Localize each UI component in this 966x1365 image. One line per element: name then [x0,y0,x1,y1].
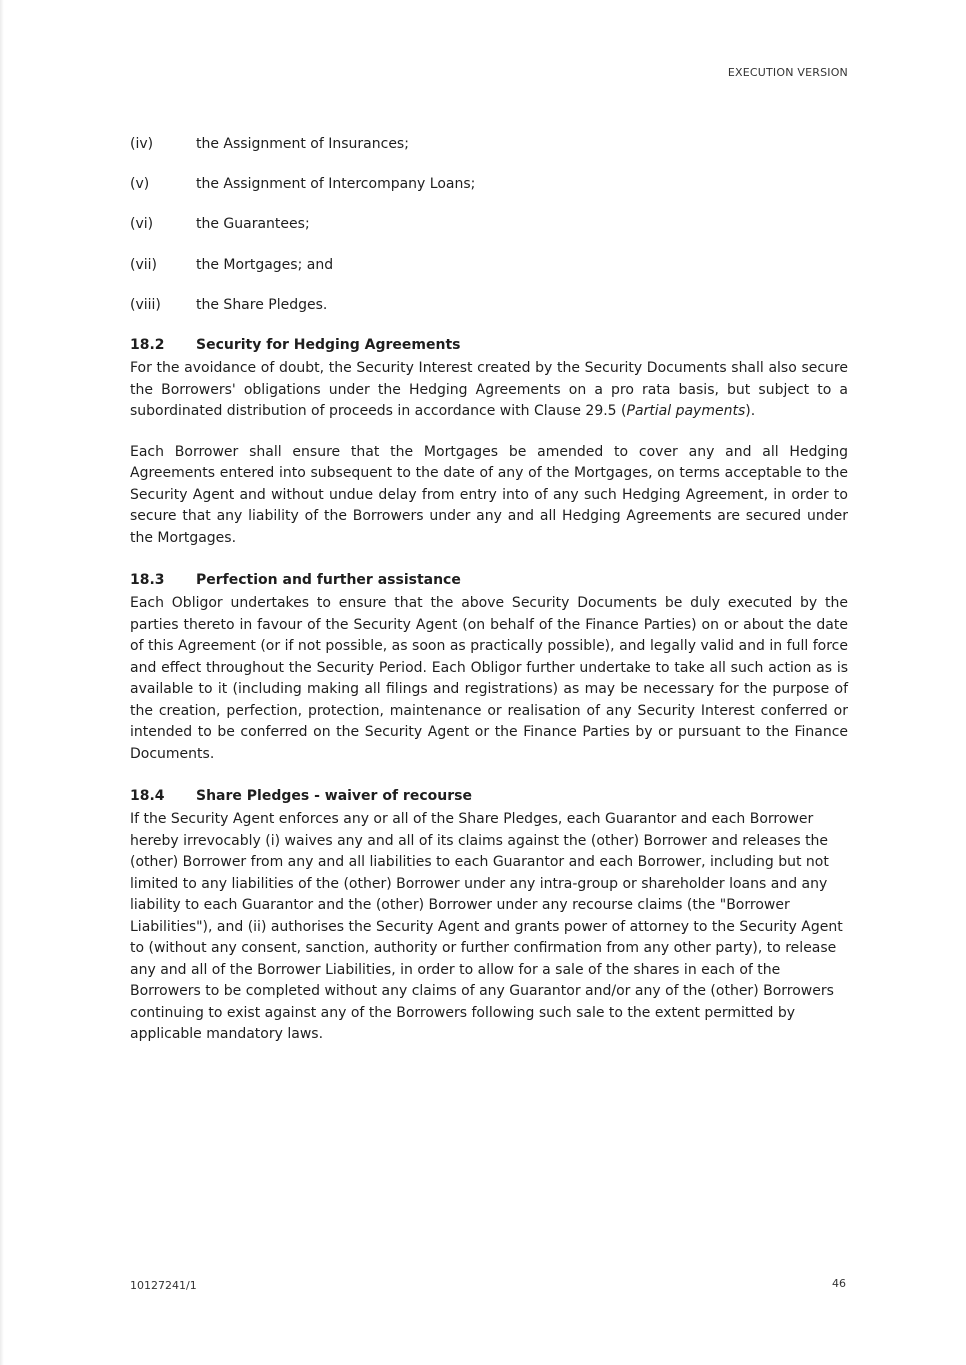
page-edge-shadow [0,0,4,1365]
section-title: Perfection and further assistance [196,572,461,588]
paragraph: Each Borrower shall ensure that the Mortgages be amended to cover any and all Hedging Agreements entered into subsequent to the date of any of the Mortgages, on terms acceptable to the Security Agent and without undue delay from entry into of any such Hedging Agreement, in order to secure that any liability of the Borrowers under any and all Hedging Agreements are secured under the Mortgages. [130,443,848,546]
list-item-text: the Assignment of Insurances; [196,136,409,152]
section-heading [130,570,848,590]
list-item-text: the Mortgages; and [196,256,334,273]
section-heading [130,335,848,355]
list-item [130,174,850,214]
section-number: 18.3 [130,572,165,588]
document-reference: 10127241/1 [130,1279,197,1292]
list-item-number: (iv) [130,136,154,152]
paragraph: If the Security Agent enforces any or all of the Share Pledges, each Guarantor and each Borrower hereby irrevocably (i) waives any and all of its claims against the (other) Borrower and releases the (other) Borrower from any and all liabilities to each Guarantor and each Borrower, including but not limited to any liabilities of the (other) Borrower under any intra-group or shareholder loans and any liability to each Guarantor and the (other) Borrower under any recourse claims (the "Borrower Liabilities"), and (ii) authorises the Security Agent and grants power of attorney to the Security Agent to (without any consent, sanction, authority or further confirmation from any other party), to release any and all of the Borrower Liabilities, in order to allow for a sale of the shares in each of the Borrowers to be completed without any claims of any Guarantor and/or any of the (other) Borrowers continuing to exist against any of the Borrowers following such sale to the extent permitted by applicable mandatory laws. [130,811,843,1042]
list-item [130,255,850,295]
paragraph: Each Obligor undertakes to ensure that the above Security Documents be duly executed by the parties thereto in favour of the Security Agent (on behalf of the Finance Parties) on or about the date of this Agreement (or if not possible, as soon as practically possible), and legally valid and in full force and effect throughout the Security Period. Each Obligor further undertake to take all such action as is available to it (including making all filings and registrations) as may be necessary for the purpose of the creation, perfection, protection, maintenance or realisation of any Security Interest conferred or intended to be conferred on the Security Agent or the Finance Parties by or pursuant to the Finance Documents. [130,595,848,762]
section-number: 18.2 [130,337,165,353]
list-item-number: (vii) [130,256,157,273]
section-18-2 [130,335,848,549]
list-item [130,214,850,254]
section-title: Security for Hedging Agreements [196,337,461,353]
section-number: 18.4 [130,788,165,804]
section-18-4 [130,786,848,1046]
paragraph-text-end: ). [745,403,756,419]
paragraph-text: For the avoidance of doubt, the Security Interest created by the Security Documents shall also secure the Borrowers' obligations under the Hedging Agreements on a pro rata basis, but subject to a subordinated distribution of proceeds in accordance with Clause 29.5 ( [130,360,848,419]
list-item-number: (v) [130,176,150,193]
list-item [130,295,850,335]
clause-reference-italic: Partial payments [626,403,746,419]
execution-version-label: EXECUTION VERSION [727,66,848,79]
paragraph [130,358,848,423]
list-item-text: the Assignment of Intercompany Loans; [196,176,476,193]
security-documents-list [130,134,850,335]
section-title: Share Pledges - waiver of recourse [196,788,472,804]
list-item-text: the Share Pledges. [196,296,328,313]
list-item [130,134,850,174]
section-18-3 [130,570,848,765]
page-number: 46 [832,1277,846,1290]
section-heading [130,786,848,806]
list-item-number: (vi) [130,216,154,233]
list-item-text: the Guarantees; [196,216,310,233]
list-item-number: (viii) [130,296,161,313]
